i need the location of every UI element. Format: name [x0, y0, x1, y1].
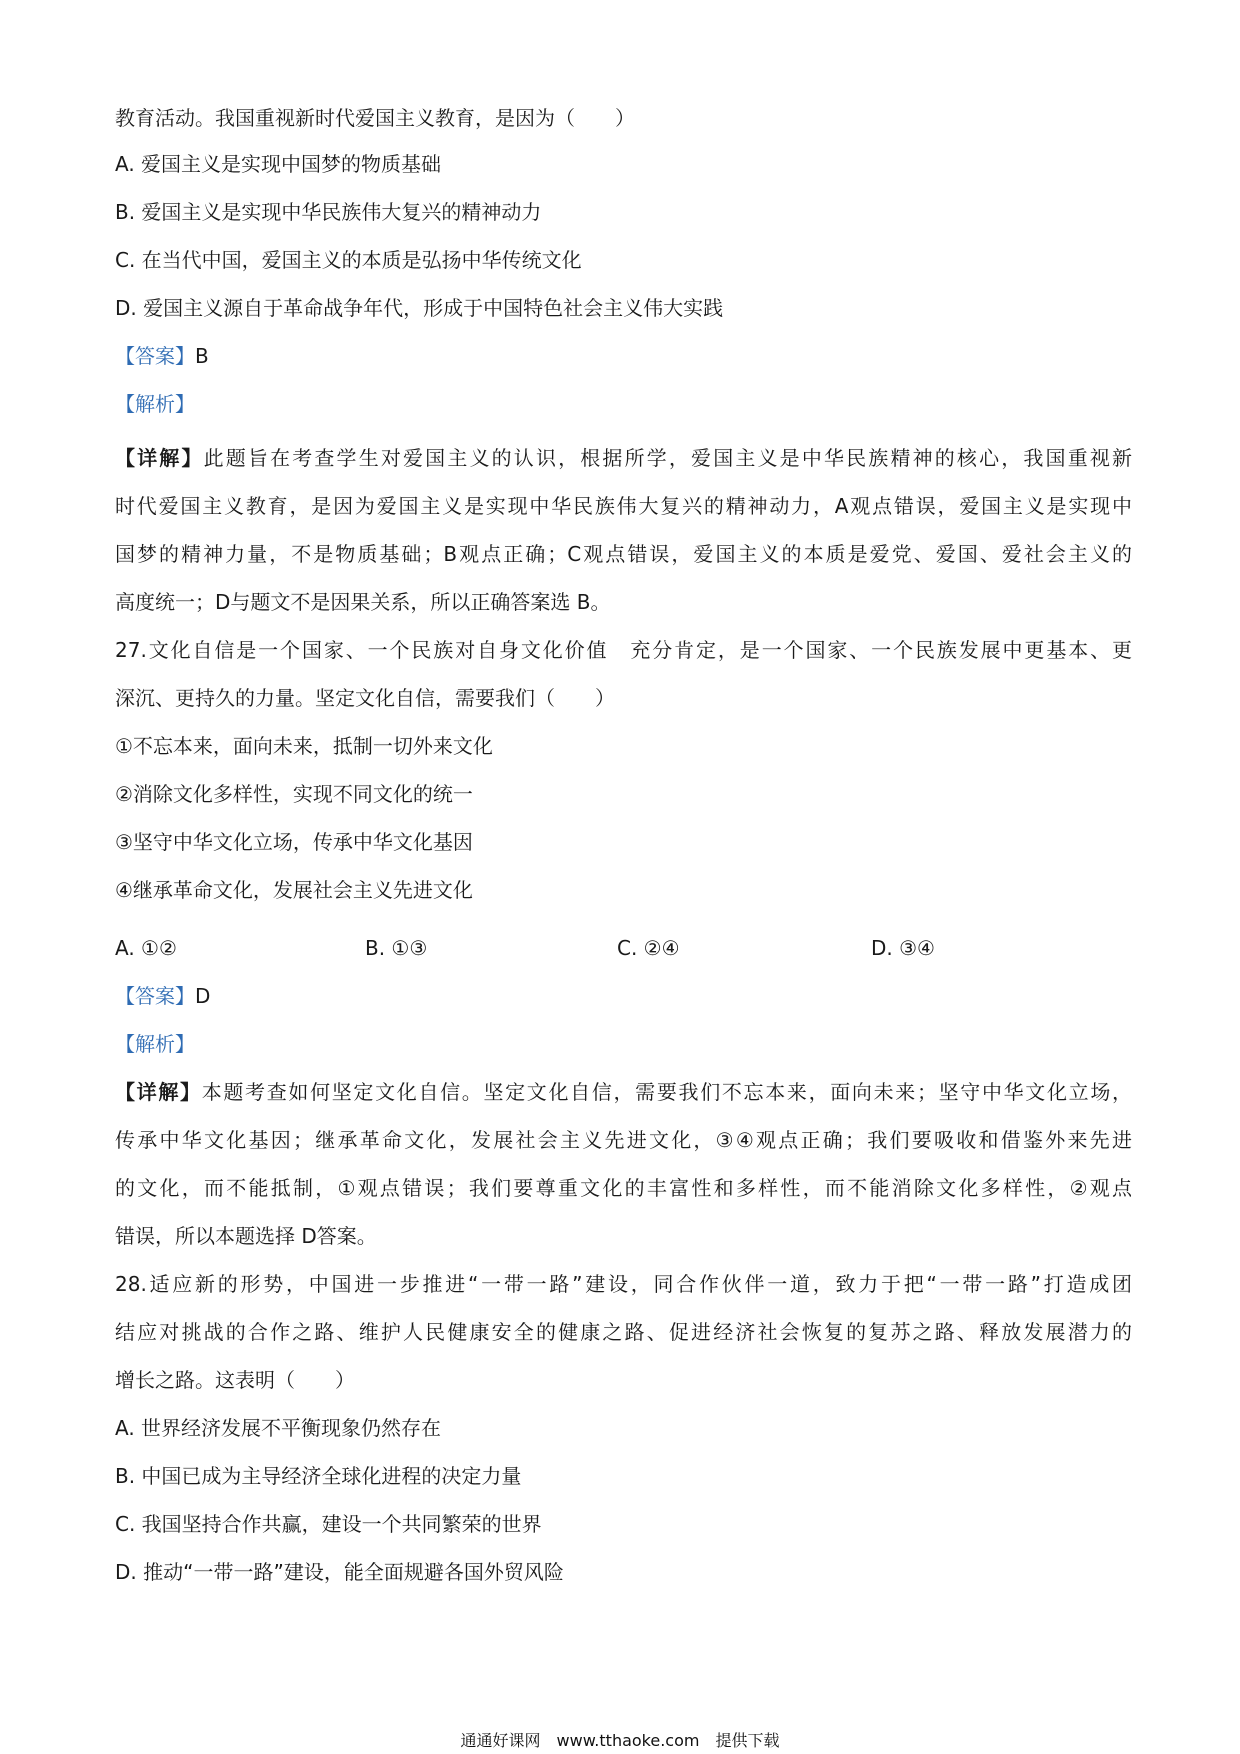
q26-detail-line-1: 【详解】此题旨在考查学生对爱国主义的认识，根据所学，爱国主义是中华民族精神的核心，我国重视新: [115, 446, 1133, 470]
q26-detail-line-2: 时代爱国主义教育，是因为爱国主义是实现中华民族伟大复兴的精神动力，A观点错误，爱国主义是实现中: [115, 494, 1132, 518]
answer-tag: 【答案】: [115, 984, 195, 1008]
q27-statement-1: ①不忘本来，面向未来，抵制一切外来文化: [115, 734, 493, 758]
q26-option-d: D. 爱国主义源自于革命战争年代，形成于中国特色社会主义伟大实践: [115, 296, 724, 320]
q26-stem-tail: 教育活动。我国重视新时代爱国主义教育，是因为（ ）: [115, 106, 635, 130]
q27-stem-line-2: 深沉、更持久的力量。坚定文化自信，需要我们（ ）: [115, 686, 615, 710]
q26-option-a: A. 爱国主义是实现中国梦的物质基础: [115, 152, 442, 176]
detail-tag: 【详解】: [115, 446, 204, 470]
q26-answer-line: [115, 342, 209, 370]
q27-option-a: A. ①②: [115, 936, 177, 960]
detail-tag: 【详解】: [115, 1080, 202, 1104]
q28-stem-line-1: 28.适应新的形势，中国进一步推进“一带一路”建设，同合作伙伴一道，致力于把“一带一路”打造成团: [115, 1272, 1132, 1296]
q28-stem-line-3: 增长之路。这表明（ ）: [115, 1368, 355, 1392]
q26-option-b: B. 爱国主义是实现中华民族伟大复兴的精神动力: [115, 200, 542, 224]
q26-detail-line-3: 国梦的精神力量，不是物质基础；B观点正确；C观点错误，爱国主义的本质是爱党、爱国、爱社会主义的: [115, 542, 1132, 566]
q28-stem-line-2: 结应对挑战的合作之路、维护人民健康安全的健康之路、促进经济社会恢复的复苏之路、释放发展潜力的: [115, 1320, 1132, 1344]
q27-options-row: [0, 934, 1240, 962]
q27-answer-line: [115, 982, 210, 1010]
q27-detail-line-2: 传承中华文化基因；继承革命文化，发展社会主义先进文化，③④观点正确；我们要吸收和借鉴外来先进: [115, 1128, 1132, 1152]
q27-option-d: D. ③④: [871, 936, 935, 960]
page-footer: 通通好课网 www.tthaoke.com 提供下载: [460, 1731, 780, 1750]
q27-option-b: B. ①③: [365, 936, 428, 960]
q27-option-c: C. ②④: [617, 936, 680, 960]
q26-option-c: C. 在当代中国，爱国主义的本质是弘扬中华传统文化: [115, 248, 582, 272]
q28-option-c: C. 我国坚持合作共赢，建设一个共同繁荣的世界: [115, 1512, 542, 1536]
q28-option-d: D. 推动“一带一路”建设，能全面规避各国外贸风险: [115, 1560, 564, 1584]
q27-statement-2: ②消除文化多样性，实现不同文化的统一: [115, 782, 473, 806]
q27-statement-4: ④继承革命文化，发展社会主义先进文化: [115, 878, 473, 902]
q28-option-a: A. 世界经济发展不平衡现象仍然存在: [115, 1416, 442, 1440]
q28-option-b: B. 中国已成为主导经济全球化进程的决定力量: [115, 1464, 522, 1488]
q27-detail-line-1: 【详解】本题考查如何坚定文化自信。坚定文化自信，需要我们不忘本来，面向未来；坚守中华文化立场，: [115, 1080, 1133, 1104]
q27-detail-line-3: 的文化，而不能抵制，①观点错误；我们要尊重文化的丰富性和多样性，而不能消除文化多样性，②观点: [115, 1176, 1132, 1200]
q27-detail-line-4: 错误，所以本题选择 D答案。: [115, 1224, 377, 1248]
answer-tag: 【答案】: [115, 344, 195, 368]
q27-analysis-tag: 【解析】: [115, 1032, 195, 1056]
q27-statement-3: ③坚守中华文化立场，传承中华文化基因: [115, 830, 473, 854]
q26-analysis-tag: 【解析】: [115, 392, 195, 416]
q26-detail-line-4: 高度统一；D与题文不是因果关系，所以正确答案选 B。: [115, 590, 611, 614]
q27-answer: D: [195, 984, 211, 1008]
q27-stem-line-1: 27.文化自信是一个国家、一个民族对自身文化价值 充分肯定，是一个国家、一个民族发展中更基本、更: [115, 638, 1132, 662]
q26-answer: B: [195, 344, 209, 368]
